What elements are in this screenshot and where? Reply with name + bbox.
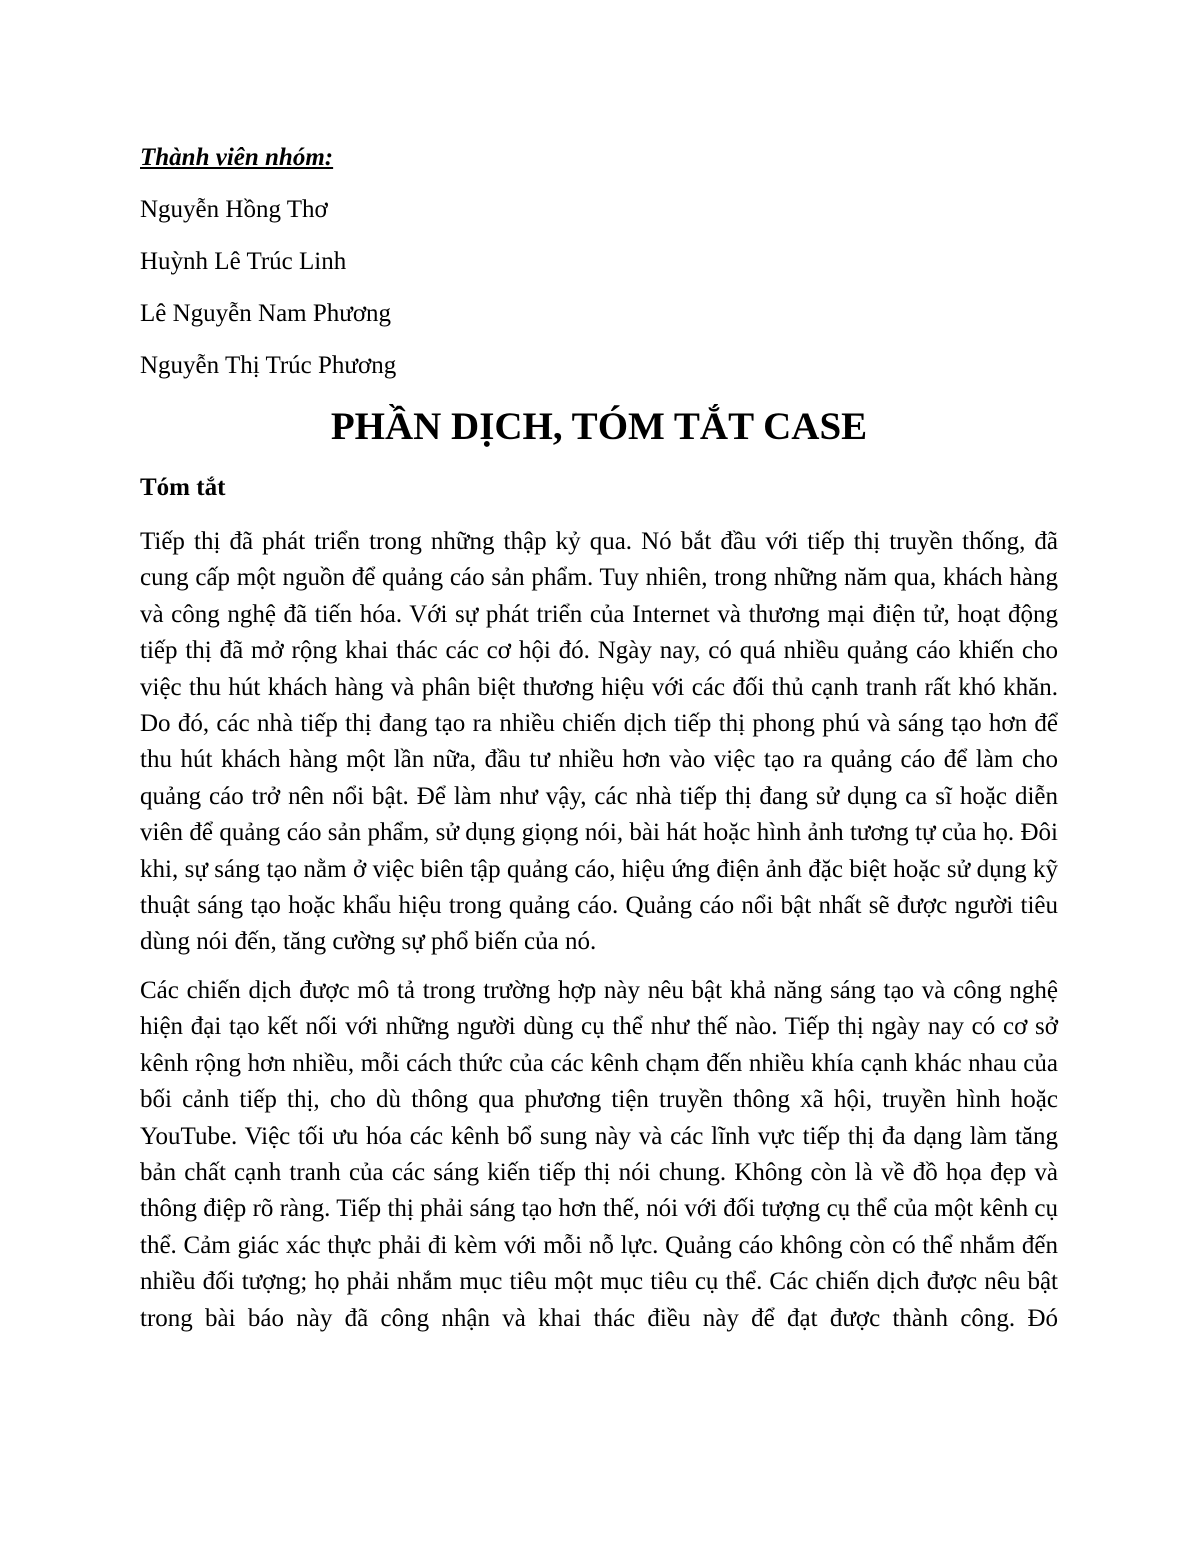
- summary-paragraph: Các chiến dịch được mô tả trong trường hợp này nêu bật khả năng sáng tạo và công nghệ hiện đại tạo kết nối với những người dùng cụ thể như thế nào. Tiếp thị ngày nay có cơ sở kênh rộng hơn nhiều, mỗi cách thức của các kênh chạm đến nhiều khía cạnh khác nhau của bối cảnh tiếp thị, cho dù thông qua phương tiện truyền thông xã hội, truyền hình hoặc YouTube. Việc tối ưu hóa các kênh bổ sung này và các lĩnh vực tiếp thị đa dạng làm tăng bản chất cạnh tranh của các sáng kiến tiếp thị nói chung. Không còn là về đồ họa đẹp và thông điệp rõ ràng. Tiếp thị phải sáng tạo hơn thế, nói với đối tượng cụ thể của một kênh cụ thể. Cảm giác xác thực phải đi kèm với mỗi nỗ lực. Quảng cáo không còn có thể nhắm đến nhiều đối tượng; họ phải nhắm mục tiêu một mục tiêu cụ thể. Các chiến dịch được nêu bật trong bài báo này đã công nhận và khai thác điều này để đạt được thành công. Đó: [140, 976, 1058, 1332]
- summary-heading: Tóm tắt: [140, 474, 226, 501]
- member-name: Huỳnh Lê Trúc Linh: [140, 248, 347, 275]
- member-name: Nguyễn Hồng Thơ: [140, 196, 328, 223]
- document-title: PHẦN DỊCH, TÓM TẮT CASE: [330, 405, 868, 448]
- document-page: [140, 138, 1058, 1349]
- summary-paragraph: Tiếp thị đã phát triển trong những thập kỷ qua. Nó bắt đầu với tiếp thị truyền thống, đã cung cấp một nguồn để quảng cáo sản phẩm. Tuy nhiên, trong những năm qua, khách hàng và công nghệ đã tiến hóa. Với sự phát triển của Internet và thương mại điện tử, hoạt động tiếp thị đã mở rộng khai thác các cơ hội đó. Ngày nay, có quá nhiều quảng cáo khiến cho việc thu hút khách hàng và phân biệt thương hiệu với các đối thủ cạnh tranh rất khó khăn. Do đó, các nhà tiếp thị đang tạo ra nhiều chiến dịch tiếp thị phong phú và sáng tạo hơn để thu hút khách hàng một lần nữa, đầu tư nhiều hơn vào việc tạo ra quảng cáo để làm cho quảng cáo trở nên nổi bật. Để làm như vậy, các nhà tiếp thị đang sử dụng ca sĩ hoặc diễn viên để quảng cáo sản phẩm, sử dụng giọng nói, bài hát hoặc hình ảnh tương tự của họ. Đôi khi, sự sáng tạo nằm ở việc biên tập quảng cáo, hiệu ứng điện ảnh đặc biệt hoặc sử dụng kỹ thuật sáng tạo hoặc khẩu hiệu trong quảng cáo. Quảng cáo nổi bật nhất sẽ được người tiêu dùng nói đến, tăng cường sự phổ biến của nó.: [140, 528, 1058, 956]
- members-heading: Thành viên nhóm:: [140, 144, 334, 171]
- member-name: Lê Nguyễn Nam Phương: [140, 300, 392, 327]
- member-name: Nguyễn Thị Trúc Phương: [140, 352, 397, 379]
- group-members: [140, 138, 1058, 386]
